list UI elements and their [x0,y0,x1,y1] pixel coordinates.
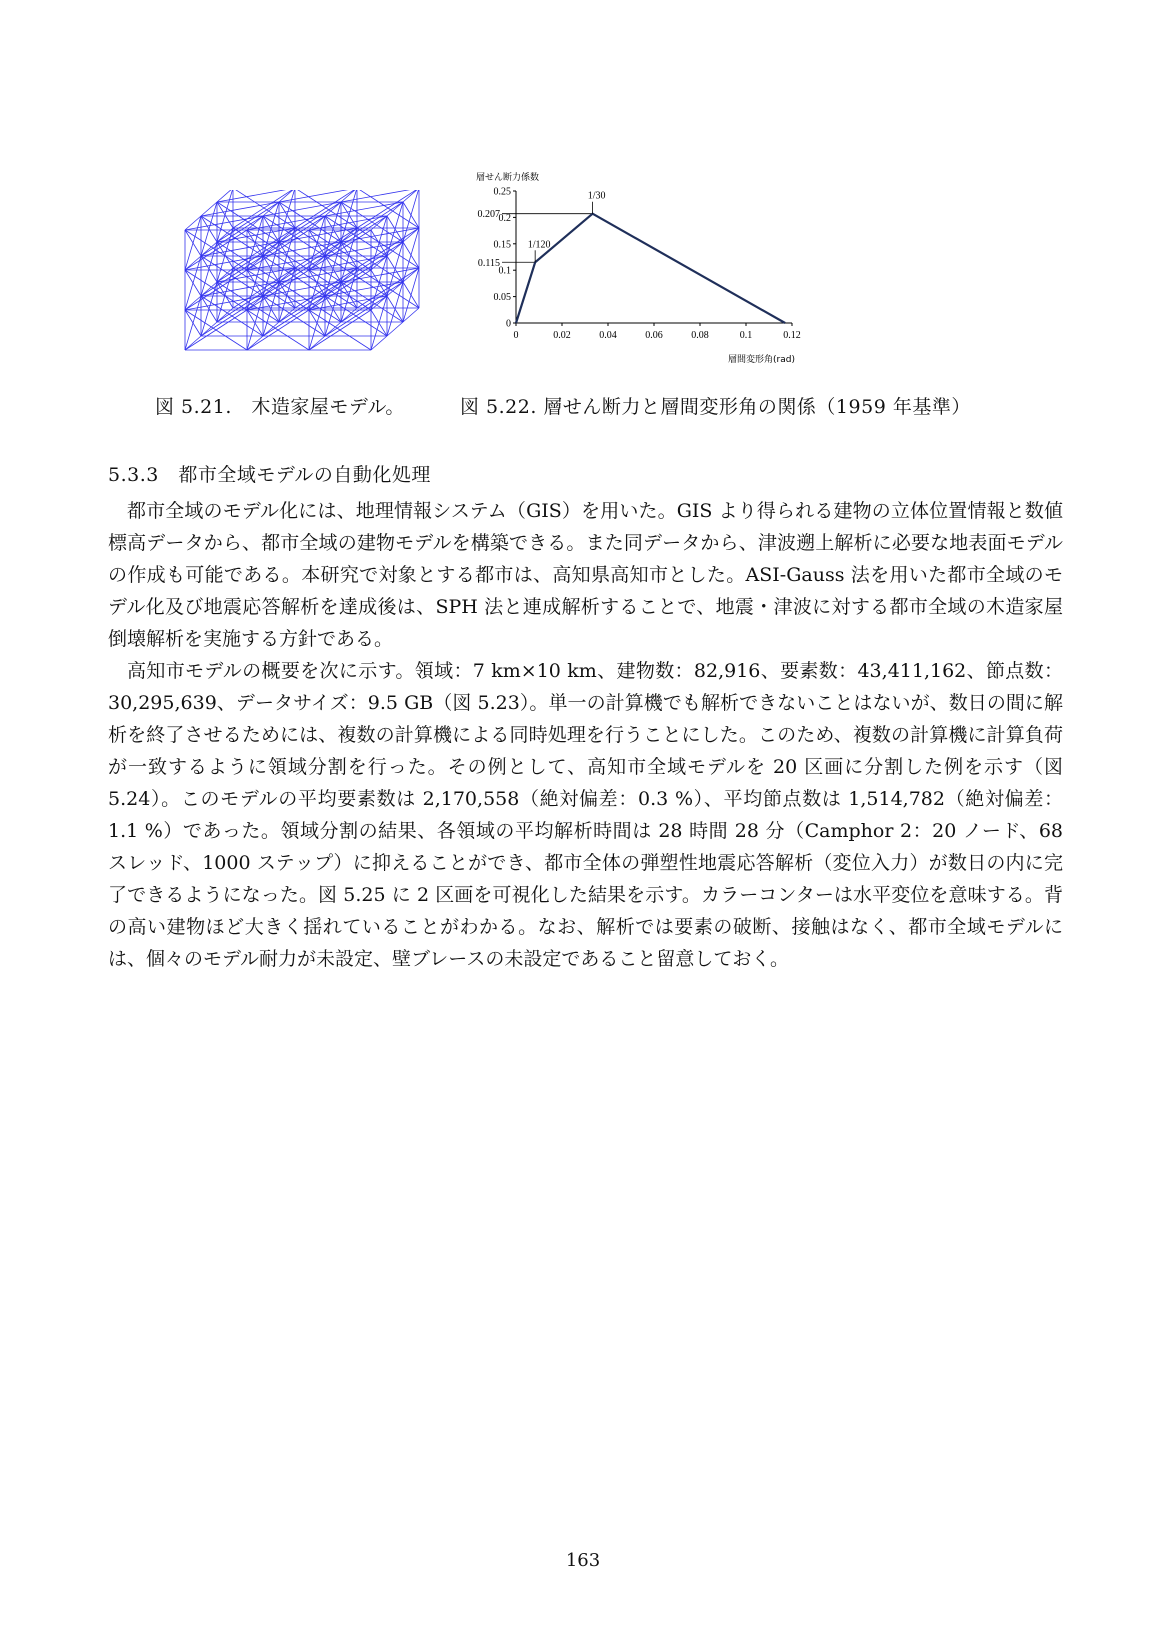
wooden-house-frame-model [180,190,420,360]
shear-drift-chart [450,170,830,370]
chart-ticks [494,187,801,342]
chart-y-tick-label: 0.1 [498,265,511,277]
chart-x-tick-label: 0.06 [645,330,663,341]
chart-y-tick-label: 0.25 [493,186,511,198]
frame-lines [185,190,419,350]
chart-x-tick-label: 0.02 [553,330,571,341]
chart-y-tick-label: 0.15 [493,239,511,251]
chart-x-axis-label: 層間変形角(rad) [728,355,795,365]
chart-reference-label: 0.115 [477,257,500,269]
chart-series [516,214,785,323]
figure-5-21-caption: 図 5.21. 木造家屋モデル。 [155,396,405,418]
paragraph-gis: 都市全域のモデル化には、地理情報システム（GIS）を用いた。GIS より得られる建物の立体位置情報と数値標高データから、都市全域の建物モデルを構築できる。また同データから、津波遡上解析に必要な地表面モデルの作成も可能である。本研究で対象とする都市は、高知県高知市とした。ASI-Gauss 法を用いた都市全域のモデル化及び地震応答解析を達成後は、SPH 法と連成解析することで、地震・津波に対する都市全域の木造家屋倒壊解析を実施する方針である。 [108,500,1063,650]
chart-series-line [516,214,785,323]
paragraph-kochi-model: 高知市モデルの概要を次に示す。領域：7 km×10 km、建物数：82,916、要素数：43,411,162、節点数：30,295,639、データサイズ：9.5 GB（図 5.23）。単一の計算機でも解析できないことはないが、数日の間に解析を終了させるためには、複数の計算機による同時処理を行うことにした。このため、複数の計算機に計算負荷が一致するように領域分割を行った。その例として、高知市全域モデルを 20 区画に分割した例を示す（図 5.24）。このモデルの平均要素数は 2,170,558（絶対偏差：0.3 %）、平均節点数は 1,514,782（絶対偏差：1.1 %）であった。領域分割の結果、各領域の平均解析時間は 28 時間 28 分（Camphor 2：20 ノード、68 スレッド、1000 ステップ）に抑えることができ、都市全体の弾塑性地震応答解析（変位入力）が数日の内に完了できるようになった。図 5.25 に 2 区画を可視化した結果を示す。カラーコンターは水平変位を意味する。背の高い建物ほど大きく揺れていることがわかる。なお、解析では要素の破断、接触はなく、都市全域モデルには、個々のモデル耐力が未設定、壁ブレースの未設定であること留意しておく。 [108,660,1063,970]
chart-x-tick-label: 0.04 [599,330,617,341]
chart-x-tick-label: 0.1 [739,330,753,341]
chart-x-tick-label: 0 [513,330,519,341]
chart-y-tick-label: 0.2 [498,212,511,224]
page-number: 163 [565,1550,601,1571]
chart-annotation-label: 1/30 [587,190,606,202]
figure-row [0,170,1166,420]
section-heading: 5.3.3 都市全域モデルの自動化処理 [108,464,431,486]
chart-reference-label: 0.207 [477,209,500,221]
chart-y-axis-label: 層せん断力係数 [476,173,540,183]
chart-x-tick-label: 0.08 [691,330,709,341]
chart-y-tick-label: 0.05 [493,292,511,304]
chart-x-tick-label: 0.12 [783,330,801,341]
chart-annotations [528,191,606,263]
chart-y-tick-label: 0 [506,318,511,330]
figure-5-22-caption: 図 5.22. 層せん断力と層間変形角の関係（1959 年基準） [460,396,971,418]
chart-annotation-label: 1/120 [527,239,551,251]
body-text [108,495,1063,975]
